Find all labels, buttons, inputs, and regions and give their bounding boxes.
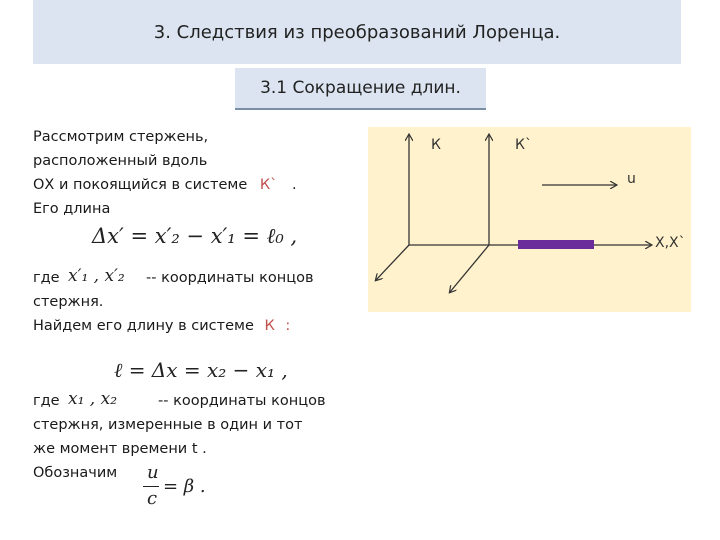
intro-period: . — [292, 177, 297, 193]
frame-k-prime-figure-label: К` — [515, 137, 532, 153]
section-subtitle-box — [235, 68, 486, 108]
where-2-line-3: же момент времени t . — [33, 441, 207, 457]
velocity-label: u — [627, 171, 636, 187]
frame-k-label: К — [264, 318, 275, 334]
frames-diagram — [368, 127, 691, 312]
where-2-line-2: стержня, измеренные в один и тот — [33, 417, 303, 433]
find-colon: : — [285, 318, 291, 334]
find-text: Найдем его длину в системе — [33, 318, 254, 334]
where-2-prefix: где — [33, 393, 60, 409]
frame-k-figure-label: К — [431, 137, 441, 153]
k-prime-z-axis — [450, 245, 489, 292]
fraction-numerator: u — [147, 462, 159, 483]
where-2-desc: -- координаты концов — [158, 393, 326, 409]
where-1-desc: -- координаты концов — [146, 270, 314, 286]
intro-line-2: расположенный вдоль — [33, 153, 208, 169]
slide-title: 3. Следствия из преобразований Лоренца. — [153, 21, 561, 43]
where-1-prefix: где — [33, 270, 60, 286]
rod — [518, 240, 594, 249]
fraction-denominator: c — [147, 488, 158, 509]
intro-line-1: Рассмотрим стержень, — [33, 129, 209, 145]
find-line — [33, 317, 290, 335]
x-axis-label: X,X` — [655, 235, 686, 251]
k-z-axis — [376, 245, 409, 280]
frame-k-prime-label: К` — [259, 177, 278, 193]
where-1-line-2: стержня. — [33, 294, 104, 310]
equation-moving-length: ℓ = Δx = x₂ − x₁ , — [114, 358, 288, 382]
equation-proper-length: Δx′ = x′₂ − x′₁ = ℓ₀ , — [92, 224, 298, 248]
intro-line-3-text: ОХ и покоящийся в системе — [33, 177, 248, 193]
denote-text: Обозначим — [33, 465, 118, 481]
slide-header — [33, 0, 681, 64]
beta-definition: = β . — [163, 476, 206, 497]
section-subtitle: 3.1 Сокращение длин. — [260, 78, 461, 98]
where-2-vars: x₁ , x₂ — [68, 389, 118, 409]
where-1-vars: x′₁ , x′₂ — [68, 266, 125, 286]
reference-frames-figure — [368, 127, 691, 312]
intro-line-4: Его длина — [33, 201, 111, 217]
intro-line-3 — [33, 176, 297, 194]
fraction-bar — [143, 486, 159, 487]
